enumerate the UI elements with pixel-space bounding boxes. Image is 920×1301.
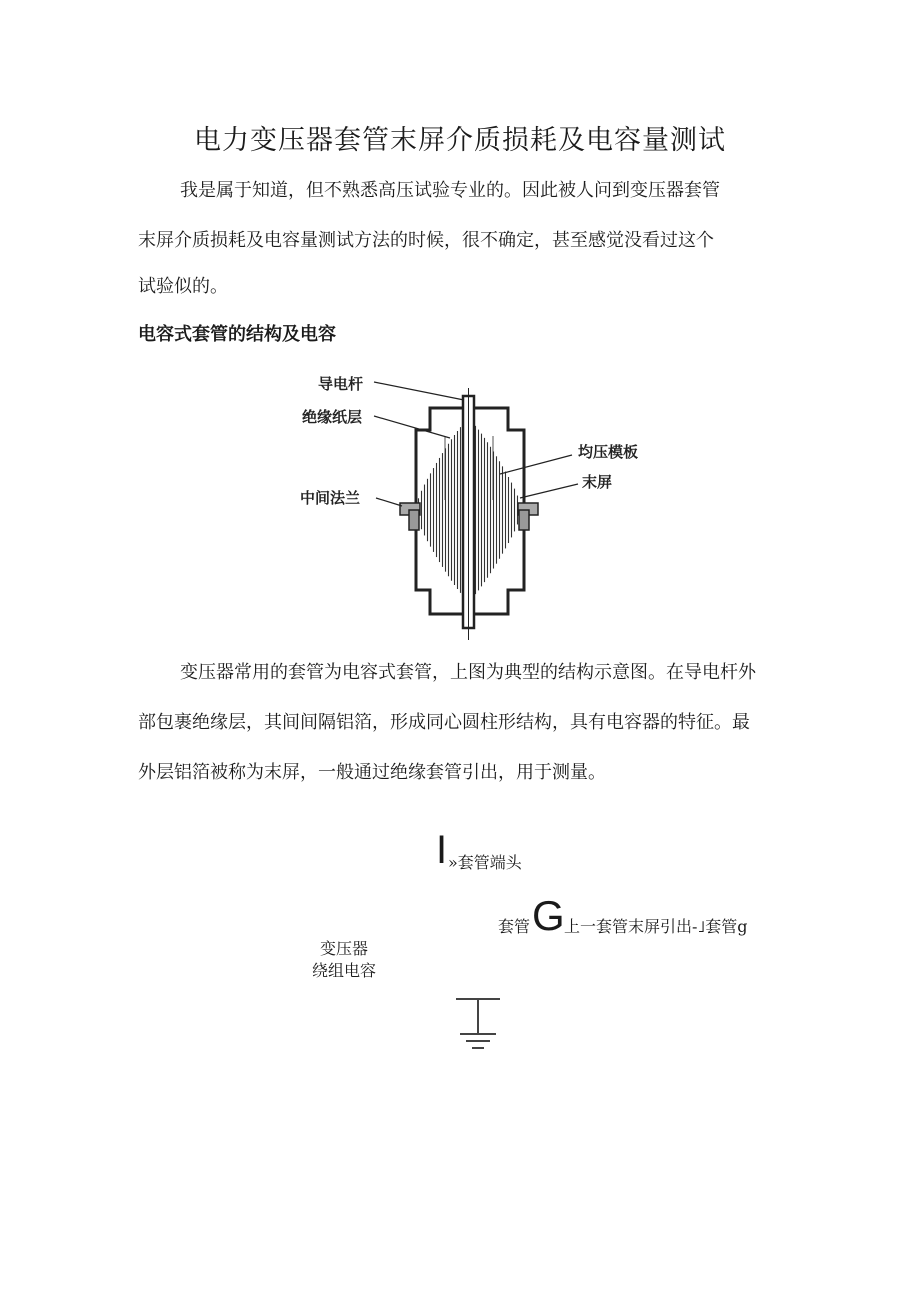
label-insulation-paper: 绝缘纸层 (302, 408, 363, 426)
label-conductor-rod: 导电杆 (318, 375, 364, 393)
circuit-lead-label: 上一套管末屏引出-˩套管g (564, 917, 748, 936)
label-end-screen: 末屏 (582, 473, 613, 491)
intro-line-2: 末屏介质损耗及电容量测试方法的时候，很不确定，甚至感觉没看过这个 (138, 230, 714, 251)
circuit-big-g: G (532, 892, 565, 939)
winding-label-line1: 变压器 (320, 939, 369, 958)
body-line-1: 变压器常用的套管为电容式套管，上图为典型的结构示意图。在导电杆外 (180, 662, 756, 683)
circuit-terminal-label: »套管端头 (448, 853, 522, 872)
intro-line-3: 试验似的。 (138, 276, 228, 297)
circuit-big-i: I (436, 828, 448, 872)
label-grading-foil: 均压模板 (578, 443, 639, 461)
body-line-2: 部包裹绝缘层，其间间隔铝箔，形成同心圆柱形结构，具有电容器的特征。最 (138, 712, 750, 733)
label-middle-flange: 中间法兰 (300, 489, 361, 507)
winding-label-line2: 绕组电容 (312, 961, 377, 980)
section-heading: 电容式套管的结构及电容 (138, 324, 336, 345)
page-title: 电力变压器套管末屏介质损耗及电容量测试 (194, 125, 726, 156)
ground-symbol-icon (440, 990, 520, 1060)
body-line-3: 外层铝箔被称为末屏，一般通过绝缘套管引出，用于测量。 (138, 762, 606, 783)
intro-line-1: 我是属于知道，但不熟悉高压试验专业的。因此被人问到变压器套管 (180, 180, 720, 201)
circuit-bushing-left: 套管 (498, 917, 531, 936)
